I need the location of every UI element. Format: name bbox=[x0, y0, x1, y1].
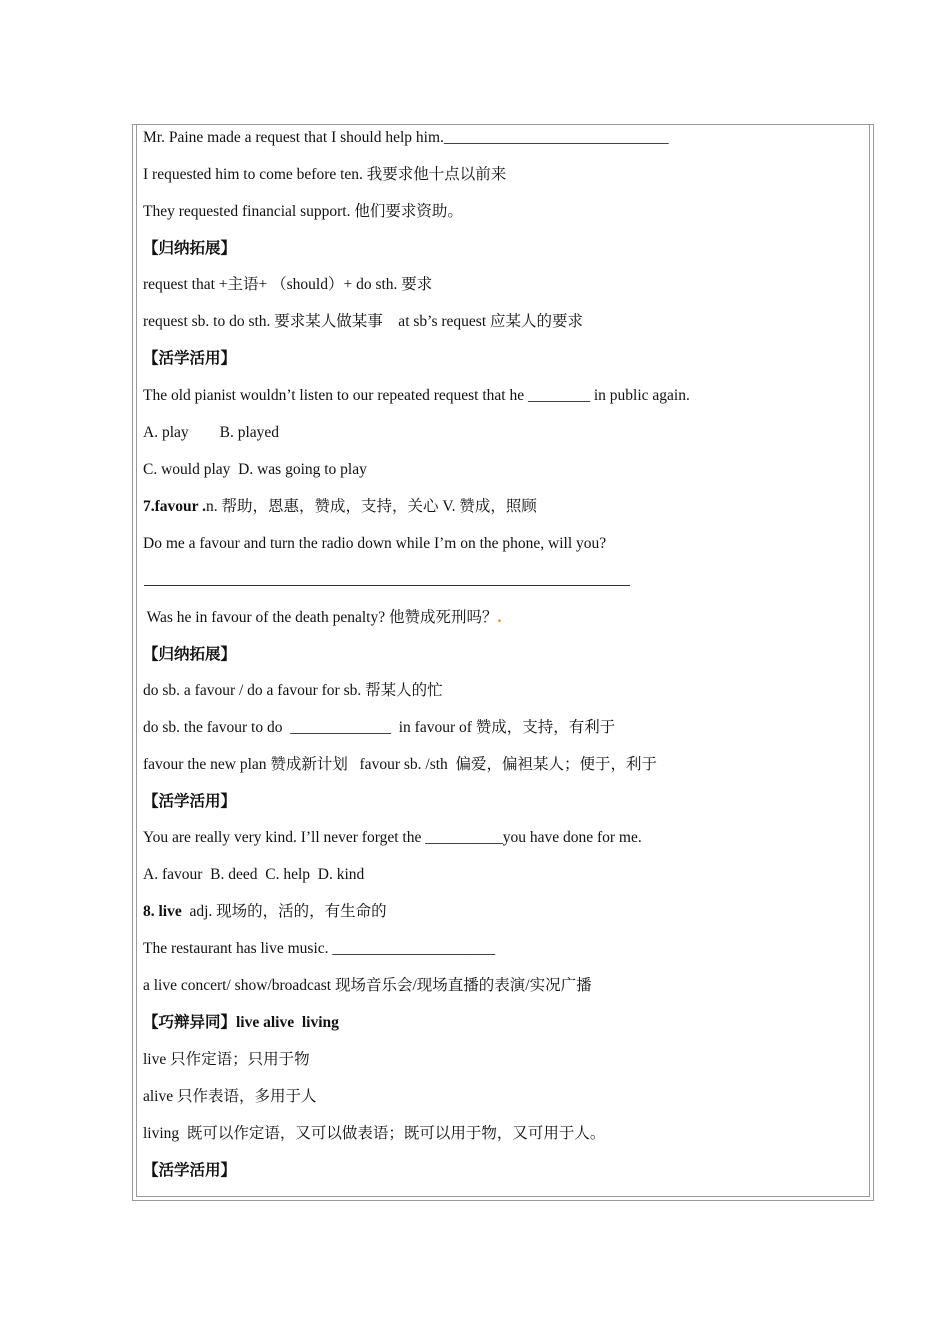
text-line-22: The restaurant has live music. _____________________ bbox=[143, 940, 496, 957]
vocab-heading-live bbox=[143, 902, 387, 922]
text-line-15: do sb. a favour / do a favour for sb. 帮某人的忙 bbox=[143, 682, 443, 699]
text-line-26: alive 只作表语，多用于人 bbox=[143, 1088, 317, 1105]
vocab-definition-favour: n. 帮助，恩惠，赞成，支持，关心 V. 赞成，照顾 bbox=[206, 498, 537, 515]
options-line-2: A. favour B. deed C. help D. kind bbox=[143, 866, 365, 883]
text-line-12: Do me a favour and turn the radio down while I’m on the phone, will you? bbox=[143, 535, 607, 552]
options-line-1a: A. play B. played bbox=[143, 424, 280, 441]
vocab-heading-favour bbox=[143, 497, 537, 517]
section-heading-practice-2: 【活学活用】 bbox=[143, 793, 237, 810]
section-heading-practice-3: 【活学活用】 bbox=[143, 1162, 237, 1179]
section-heading-summary-1: 【归纳拓展】 bbox=[143, 240, 237, 257]
text-line-13 bbox=[143, 608, 501, 628]
vocab-word-live: 8. live bbox=[143, 903, 182, 920]
text-line-16: do sb. the favour to do _____________ in favour of 赞成，支持，有利于 bbox=[143, 719, 616, 736]
question-line-2: You are really very kind. I’ll never forget the __________you have done for me. bbox=[143, 829, 642, 846]
orange-dot-mark: . bbox=[497, 609, 502, 626]
section-heading-practice-1: 【活学活用】 bbox=[143, 350, 237, 367]
text-line-13-body: Was he in favour of the death penalty? 他赞成死刑吗？ bbox=[143, 609, 498, 626]
section-heading-compare: 【巧辩异同】live alive living bbox=[143, 1014, 339, 1031]
text-line-27: living 既可以作定语，又可以做表语；既可以用于物，又可用于人。 bbox=[143, 1125, 606, 1142]
text-line-17: favour the new plan 赞成新计划 favour sb. /sth 偏爱，偏袒某人；便于，利于 bbox=[143, 756, 658, 773]
vocab-definition-live: adj. 现场的，活的，有生命的 bbox=[181, 903, 387, 920]
question-line-1: The old pianist wouldn’t listen to our repeated request that he ________ in public again. bbox=[143, 387, 690, 404]
text-line-1: Mr. Paine made a request that I should help him._____________________________ bbox=[143, 129, 669, 146]
answer-blank-line bbox=[144, 585, 630, 586]
vocab-word-favour: 7.favour . bbox=[143, 498, 207, 515]
options-line-1b: C. would play D. was going to play bbox=[143, 461, 367, 478]
text-line-5: request that +主语+ （should）+ do sth. 要求 bbox=[143, 276, 433, 293]
text-line-23: a live concert/ show/broadcast 现场音乐会/现场直播的表演/实况广播 bbox=[143, 977, 592, 994]
text-line-3: They requested financial support. 他们要求资助。 bbox=[143, 203, 463, 220]
text-line-2: I requested him to come before ten. 我要求他十点以前来 bbox=[143, 166, 507, 183]
text-line-6: request sb. to do sth. 要求某人做某事 at sb’s request 应某人的要求 bbox=[143, 313, 584, 330]
text-line-25: live 只作定语；只用于物 bbox=[143, 1051, 310, 1068]
section-heading-summary-2: 【归纳拓展】 bbox=[143, 646, 237, 663]
